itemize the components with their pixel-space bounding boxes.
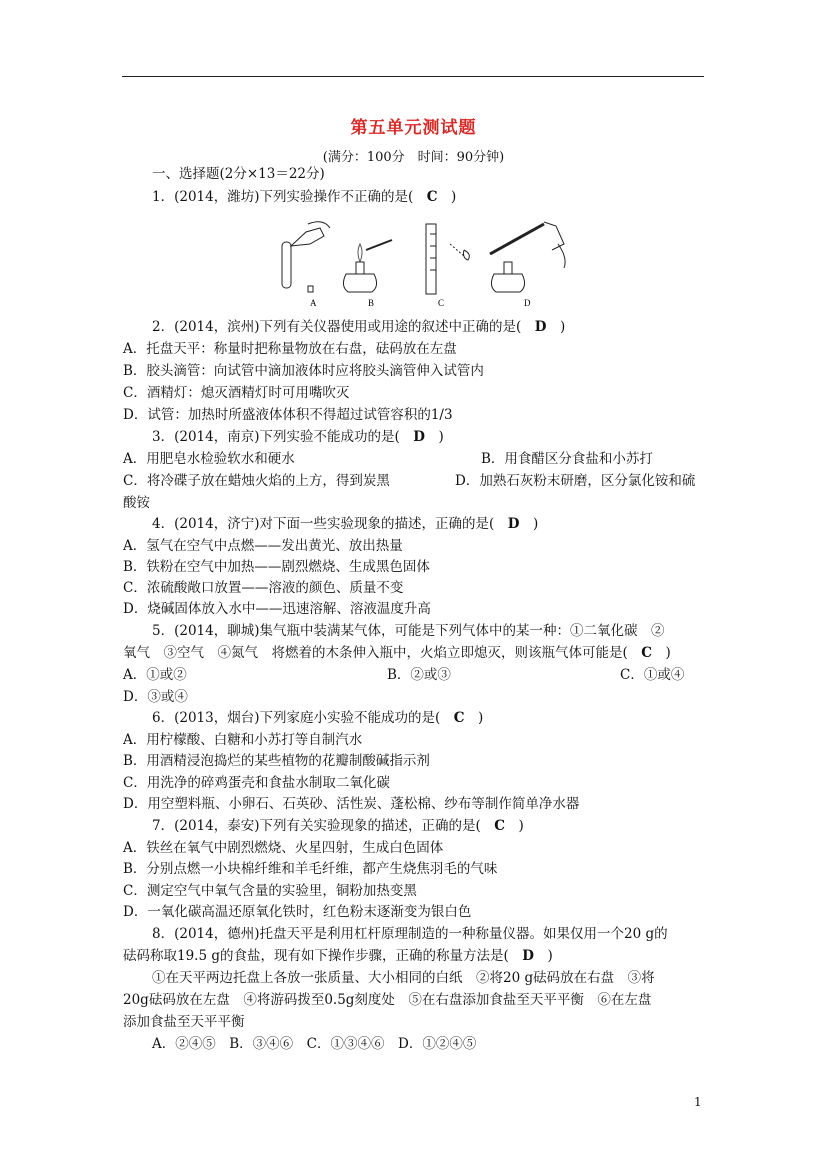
option: B．胶头滴管：向试管中滴加液体时应将胶头滴管伸入试管内: [123, 363, 484, 379]
option-continued: 酸铵: [123, 495, 150, 511]
page-title: 第五单元测试题: [350, 118, 477, 138]
option: D．试管：加热时所盛液体体积不得超过试管容积的1/3: [123, 407, 453, 423]
option: A．氢气在空气中点燃——发出黄光、放出热量: [123, 538, 403, 554]
page-number: 1: [694, 1095, 702, 1109]
step-list: ①在天平两边托盘上各放一张质量、大小相同的白纸 ②将20 g砝码放在右盘 ③将: [152, 970, 655, 986]
answer: C: [426, 189, 438, 205]
question-4: 4．(2014，济宁)对下面一些实验现象的描述，正确的是( D ): [152, 516, 539, 532]
question-5: 5．(2014，聊城)集气瓶中装满某气体，可能是下列气体中的某一种：①二氧化碳 ②: [152, 623, 665, 639]
answer: C: [494, 818, 505, 834]
option: C．将冷碟子放在蜡烛火焰的上方，得到炭黑: [123, 473, 390, 489]
section-heading: 一、选择题(2分×13＝22分): [152, 166, 325, 182]
answer: D: [507, 516, 520, 532]
apparatus-illustration: [268, 214, 578, 310]
option: D．一氧化碳高温还原氧化铁时，红色粉末逐渐变为银白色: [123, 904, 472, 920]
option: A．用柠檬酸、白糖和小苏打等自制汽水: [123, 732, 363, 748]
option: C．①或④: [620, 667, 685, 683]
option: B．用食醋区分食盐和小苏打: [481, 451, 653, 467]
option: D．烧碱固体放入水中——迅速溶解、溶液温度升高: [123, 601, 431, 617]
option: A．托盘天平：称量时把称量物放在右盘，砝码放在左盘: [123, 341, 457, 357]
option: B．用酒精浸泡捣烂的某些植物的花瓣制酸碱指示剂: [123, 753, 430, 769]
header-rule: [122, 76, 704, 77]
lab-apparatus-figure: [268, 214, 578, 310]
answer: C: [641, 645, 653, 661]
answer: D: [413, 429, 425, 445]
option: B．②或③: [387, 667, 451, 683]
question-6: 6．(2013，烟台)下列家庭小实验不能成功的是( C ): [152, 710, 484, 726]
question-8-continued: 砝码称取19.5 g的食盐，现有如下操作步骤，正确的称量方法是( D ): [123, 948, 553, 964]
question-5-continued: 氧气 ③空气 ④氮气 将燃着的木条伸入瓶中，火焰立即熄灭，则该瓶气体可能是( C ): [123, 645, 671, 661]
option: C．浓硫酸敞口放置——溶液的颜色、质量不变: [123, 580, 404, 596]
figure-label-b: B: [368, 298, 375, 308]
option: A．①或②: [123, 667, 187, 683]
choices: A．②④⑤ B．③④⑥ C．①③④⑥ D．①②④⑤: [152, 1036, 477, 1052]
answer: C: [453, 710, 465, 726]
page-subtitle: (满分：100分 时间：90分钟): [322, 150, 505, 165]
option: C．酒精灯：熄灭酒精灯时可用嘴吹灭: [123, 385, 350, 401]
answer: D: [522, 948, 534, 964]
question-3: 3．(2014，南京)下列实验不能成功的是( D ): [152, 429, 444, 445]
option: A．用肥皂水检验软水和硬水: [123, 451, 295, 467]
answer: D: [534, 319, 547, 335]
figure-label-a: A: [310, 298, 317, 308]
question-2: 2．(2014，滨州)下列有关仪器使用或用途的叙述中正确的是( D ): [152, 319, 566, 335]
option: B．分别点燃一小块棉纤维和羊毛纤维，都产生烧焦羽毛的气味: [123, 861, 498, 877]
question-7: 7．(2014，泰安)下列有关实验现象的描述，正确的是( C ): [152, 818, 524, 834]
option: D．用空塑料瓶、小卵石、石英砂、活性炭、蓬松棉、纱布等制作简单净水器: [123, 796, 580, 812]
option: D．加熟石灰粉末研磨，区分氯化铵和硫: [455, 473, 696, 489]
option: A．铁丝在氧气中剧烈燃烧、火星四射，生成白色固体: [123, 840, 444, 856]
figure-label-c: C: [438, 298, 445, 308]
step-list: 添加食盐至天平平衡: [123, 1014, 245, 1030]
option: B．铁粉在空气中加热——剧烈燃烧、生成黑色固体: [123, 559, 430, 575]
question-8: 8．(2014，德州)托盘天平是利用杠杆原理制造的一种称量仪器。如果仅用一个20 g的: [152, 926, 668, 942]
question-1: 1．(2014，潍坊)下列实验操作不正确的是( C ): [152, 189, 457, 205]
option: C．用洗净的碎鸡蛋壳和食盐水制取二氧化碳: [123, 775, 390, 791]
step-list: 20g砝码放在左盘 ④将游码拨至0.5g刻度处 ⑤在右盘添加食盐至天平平衡 ⑥在左盘: [123, 992, 652, 1008]
option: D．③或④: [123, 689, 188, 705]
option: C．测定空气中氧气含量的实验里，铜粉加热变黑: [123, 883, 417, 899]
figure-label-d: D: [524, 298, 531, 308]
